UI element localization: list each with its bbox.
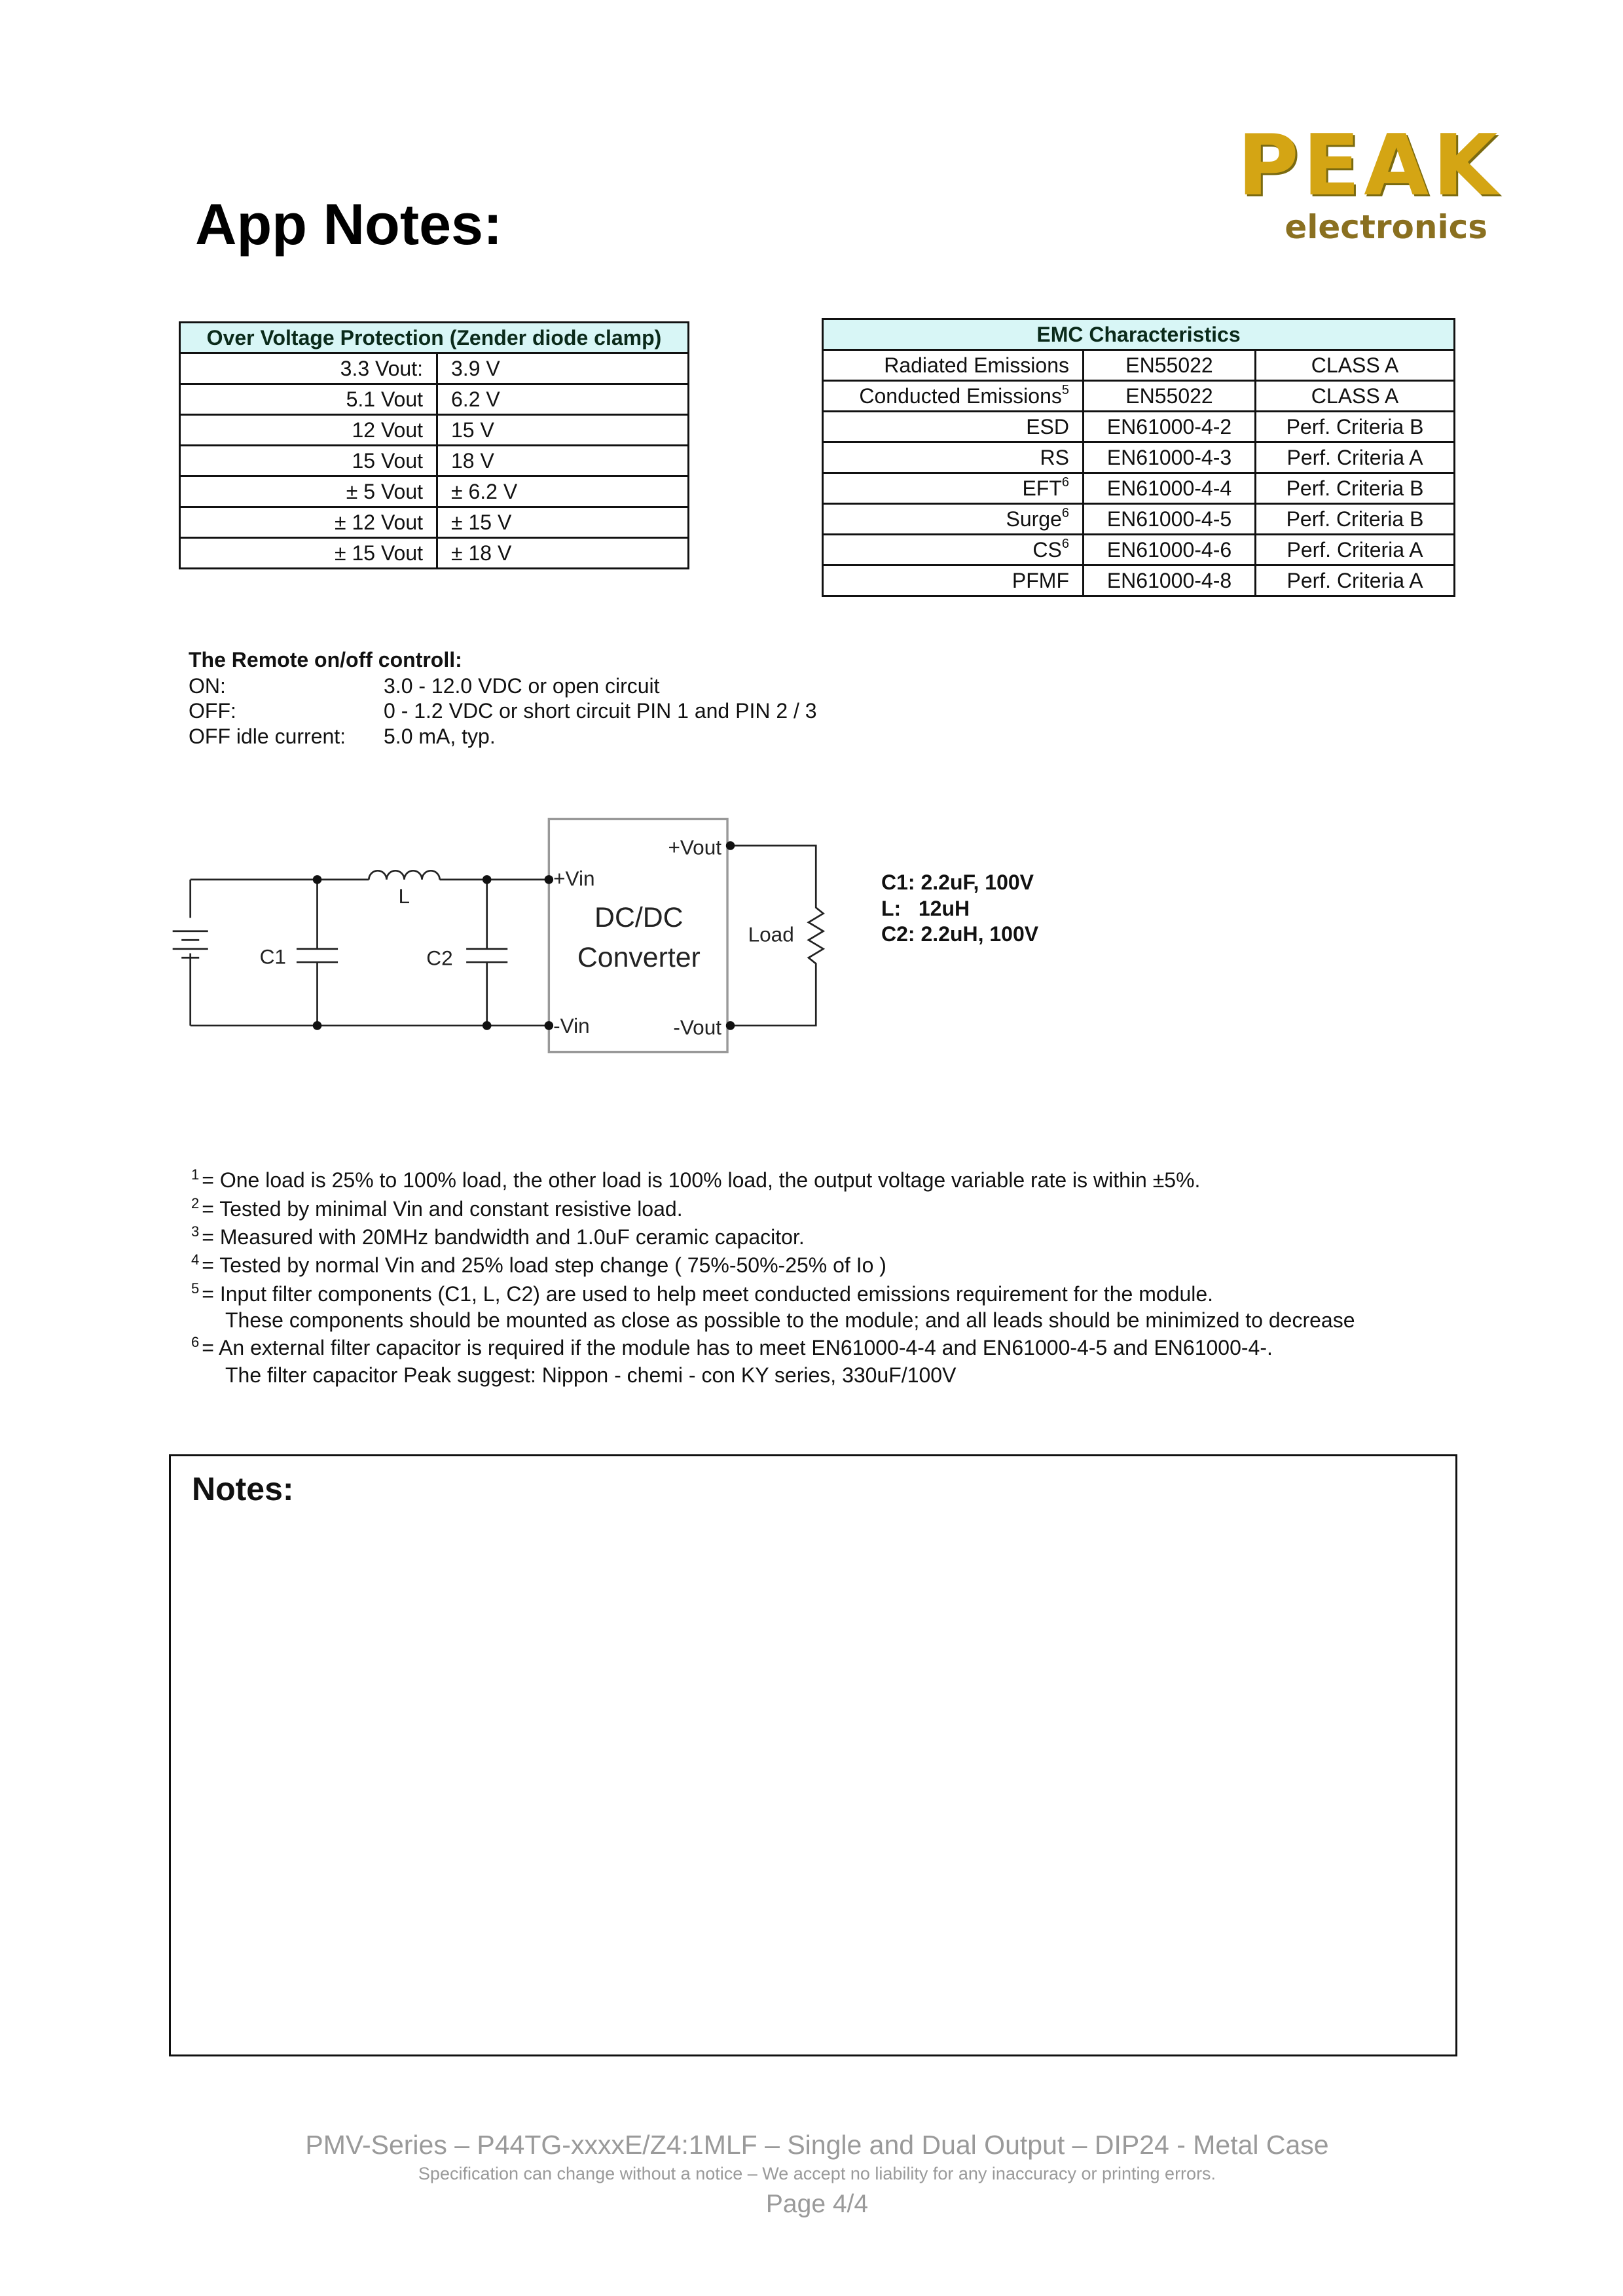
emc-test: Conducted Emissions$^5$: [823, 381, 1084, 412]
notes-box: [169, 1454, 1457, 2056]
ovp-output: 12 Vout: [180, 415, 437, 446]
spec-c1: C1: 2.2uF, 100V: [881, 870, 1034, 894]
inductor-icon: [369, 870, 439, 880]
emc-result: Perf. Criteria A: [1256, 535, 1455, 565]
emc-test: ESD: [823, 412, 1084, 442]
footnote: $^5$ = Input filter components (C1, L, C2) are used to help meet conducted emissions requirement for the module.: [191, 1280, 1214, 1306]
emc-standard: EN61000-4-3: [1084, 442, 1256, 473]
capacitor-c1-icon: [297, 880, 338, 1026]
ovp-table-header: Over Voltage Protection (Zender diode clamp): [180, 323, 689, 353]
ovp-output: ± 12 Vout: [180, 507, 437, 538]
emc-result: CLASS A: [1256, 350, 1455, 381]
footnote: $^1$ = One load is 25% to 100% load, the other load is 100% load, the output voltage variable rate is within ±5%.: [191, 1166, 1201, 1192]
remote-value: 3.0 - 12.0 VDC or open circuit: [384, 674, 660, 698]
emc-test: Radiated Emissions: [823, 350, 1084, 381]
footer-disclaimer: Specification can change without a notice – We accept no liability for any inaccuracy or printing errors.: [418, 2164, 1216, 2183]
emc-standard: EN55022: [1084, 381, 1256, 412]
plus-vin-label: +Vin: [553, 866, 595, 890]
ovp-clamp: 18 V: [437, 446, 689, 476]
ovp-clamp: 6.2 V: [437, 384, 689, 415]
c2-label: C2: [426, 946, 453, 970]
emc-result: Perf. Criteria A: [1256, 565, 1455, 596]
c1-label: C1: [259, 944, 286, 969]
footnote: $^4$ = Tested by normal Vin and 25% load step change ( 75%-50%-25% of Io ): [191, 1251, 886, 1277]
inductor-label: L: [398, 884, 410, 908]
emc-result: Perf. Criteria B: [1256, 412, 1455, 442]
logo-sub-text: electronics: [1285, 208, 1487, 246]
footnote: $^3$ = Measured with 20MHz bandwidth and 1.0uF ceramic capacitor.: [191, 1223, 805, 1249]
emc-result: CLASS A: [1256, 381, 1455, 412]
emc-standard: EN55022: [1084, 350, 1256, 381]
remote-label: OFF:: [189, 699, 236, 723]
spec-c2: C2: 2.2uH, 100V: [881, 922, 1039, 946]
converter-label-1: DC/DC: [594, 901, 684, 933]
emc-standard: EN61000-4-4: [1084, 473, 1256, 504]
emc-result: Perf. Criteria A: [1256, 442, 1455, 473]
footer-title: PMV-Series – P44TG-xxxxE/Z4:1MLF – Single and Dual Output – DIP24 - Metal Case: [305, 2130, 1329, 2160]
page-title: App Notes:: [195, 192, 503, 257]
remote-value: 5.0 mA, typ.: [384, 725, 496, 748]
minus-vin-label: -Vin: [553, 1014, 590, 1038]
logo-main-text: PEAK: [1237, 117, 1502, 215]
emc-standard: EN61000-4-8: [1084, 565, 1256, 596]
emc-standard: EN61000-4-2: [1084, 412, 1256, 442]
ovp-clamp: ± 6.2 V: [437, 476, 689, 507]
converter-label-2: Converter: [577, 941, 701, 973]
ovp-output: 5.1 Vout: [180, 384, 437, 415]
remote-heading: The Remote on/off controll:: [189, 648, 462, 672]
spec-l: L: 12uH: [881, 897, 970, 920]
capacitor-c2-icon: [466, 880, 507, 1026]
page-number: Page 4/4: [765, 2190, 869, 2218]
emc-result: Perf. Criteria B: [1256, 473, 1455, 504]
remote-label: OFF idle current:: [189, 725, 346, 748]
emc-result: Perf. Criteria B: [1256, 504, 1455, 535]
ovp-output: 3.3 Vout:: [180, 353, 437, 384]
emc-test: PFMF: [823, 565, 1084, 596]
notes-title: Notes:: [192, 1471, 294, 1507]
emc-standard: EN61000-4-6: [1084, 535, 1256, 565]
footnote-continuation: The filter capacitor Peak suggest: Nippon - chemi - con KY series, 330uF/100V: [225, 1363, 957, 1387]
emc-test: $CS^6$: [823, 535, 1084, 565]
minus-vout-label: -Vout: [673, 1015, 722, 1039]
ovp-output: 15 Vout: [180, 446, 437, 476]
ovp-clamp: 15 V: [437, 415, 689, 446]
footnote-continuation: These components should be mounted as close as possible to the module; and all leads should be minimized to decrease: [225, 1308, 1355, 1332]
emc-table-header: EMC Characteristics: [823, 319, 1455, 350]
remote-value: 0 - 1.2 VDC or short circuit PIN 1 and PIN 2 / 3: [384, 699, 817, 723]
load-label: Load: [748, 922, 794, 946]
ovp-clamp: 3.9 V: [437, 353, 689, 384]
ovp-clamp: ± 18 V: [437, 538, 689, 569]
junction-dots: [313, 841, 735, 1030]
footnote: $^2$ = Tested by minimal Vin and constant resistive load.: [191, 1195, 683, 1221]
footnote: $^6$ = An external filter capacitor is required if the module has to meet EN61000-4-4 and EN61000-4-5 and EN61000-4-.: [191, 1334, 1273, 1359]
emc-standard: EN61000-4-5: [1084, 504, 1256, 535]
emc-test: RS: [823, 442, 1084, 473]
emc-test: EFT$^6$: [823, 473, 1084, 504]
plus-vout-label: +Vout: [668, 835, 722, 859]
ovp-clamp: ± 15 V: [437, 507, 689, 538]
emc-test: Surge$^6$: [823, 504, 1084, 535]
remote-label: ON:: [189, 674, 226, 698]
ovp-output: ± 5 Vout: [180, 476, 437, 507]
ovp-output: ± 15 Vout: [180, 538, 437, 569]
